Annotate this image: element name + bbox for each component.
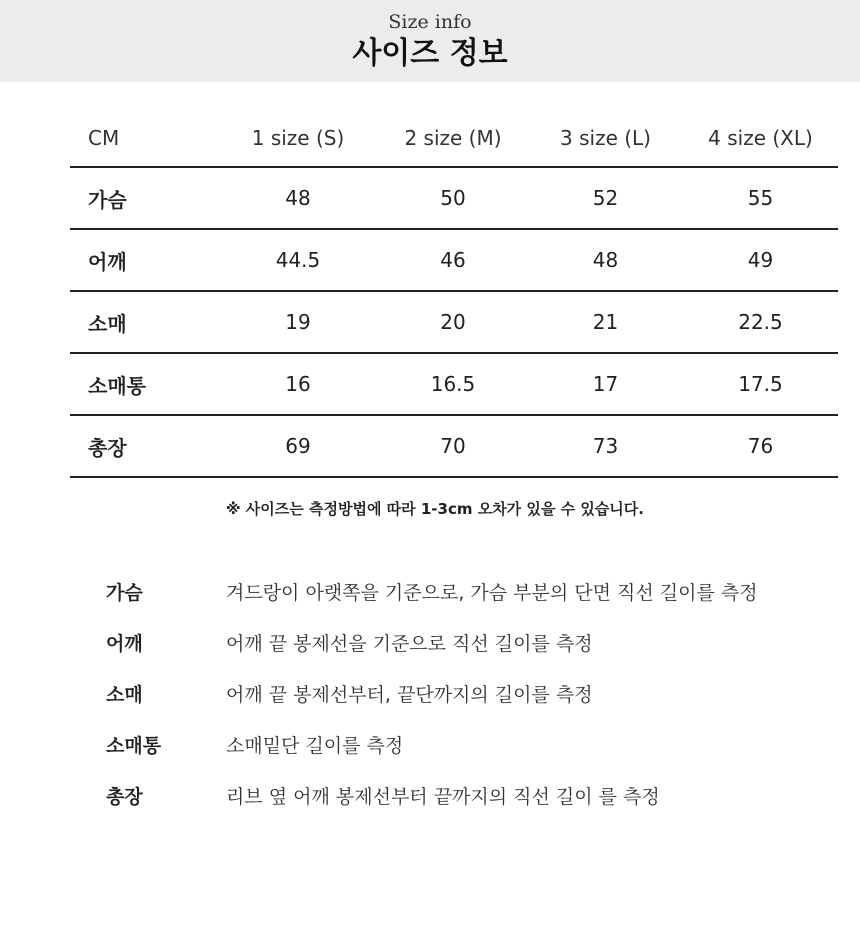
- table-cell: 48: [218, 167, 378, 229]
- list-item: [106, 617, 846, 668]
- unit-header: CM: [70, 110, 218, 167]
- table-cell: 50: [378, 167, 528, 229]
- table-cell: 22.5: [683, 291, 838, 353]
- guide-term: 가슴: [106, 582, 143, 604]
- guide-description: 겨드랑이 아랫쪽을 기준으로, 가슴 부분의 단면 직선 길이를 측정: [226, 582, 758, 604]
- guide-term: 총장: [106, 786, 143, 808]
- page-title: 사이즈 정보: [352, 36, 508, 71]
- table-cell: 21: [528, 291, 683, 353]
- guide-description: 리브 옆 어깨 봉제선부터 끝까지의 직선 길이 를 측정: [226, 786, 660, 808]
- guide-term: 어깨: [106, 633, 143, 655]
- table-cell: 46: [378, 229, 528, 291]
- table-cell: 76: [683, 415, 838, 477]
- row-label: 총장: [70, 415, 218, 477]
- table-cell: 55: [683, 167, 838, 229]
- table-cell: 19: [218, 291, 378, 353]
- row-label: 어깨: [70, 229, 218, 291]
- table-row: [70, 353, 838, 415]
- measurement-guide: [106, 566, 846, 821]
- row-label: 소매: [70, 291, 218, 353]
- table-cell: 73: [528, 415, 683, 477]
- table-row: [70, 229, 838, 291]
- table-cell: 17: [528, 353, 683, 415]
- table-cell: 20: [378, 291, 528, 353]
- list-item: [106, 668, 846, 719]
- table-cell: 52: [528, 167, 683, 229]
- column-header-xl: 4 size (XL): [683, 110, 838, 167]
- table-cell: 44.5: [218, 229, 378, 291]
- guide-term: 소매: [106, 684, 143, 706]
- row-label: 가슴: [70, 167, 218, 229]
- table-row: [70, 291, 838, 353]
- column-header-l: 3 size (L): [528, 110, 683, 167]
- table-cell: 49: [683, 229, 838, 291]
- guide-description: 어깨 끝 봉제선부터, 끝단까지의 길이를 측정: [226, 684, 593, 706]
- column-header-m: 2 size (M): [378, 110, 528, 167]
- list-item: [106, 566, 846, 617]
- table-header-row: [70, 110, 838, 167]
- guide-description: 어깨 끝 봉제선을 기준으로 직선 길이를 측정: [226, 633, 593, 655]
- list-item: [106, 719, 846, 770]
- table-cell: 16.5: [378, 353, 528, 415]
- header-banner: [0, 0, 860, 82]
- table-row: [70, 167, 838, 229]
- table-cell: 70: [378, 415, 528, 477]
- list-item: [106, 770, 846, 821]
- guide-description: 소매밑단 길이를 측정: [226, 735, 404, 757]
- table-cell: 17.5: [683, 353, 838, 415]
- table-row: [70, 415, 838, 477]
- table-cell: 48: [528, 229, 683, 291]
- size-table: [70, 110, 838, 478]
- title-english: Size info: [388, 11, 472, 33]
- guide-term: 소매통: [106, 735, 162, 757]
- measurement-note: ※ 사이즈는 측정방법에 따라 1-3cm 오차가 있을 수 있습니다.: [226, 500, 644, 518]
- table-cell: 69: [218, 415, 378, 477]
- column-header-s: 1 size (S): [218, 110, 378, 167]
- table-cell: 16: [218, 353, 378, 415]
- row-label: 소매통: [70, 353, 218, 415]
